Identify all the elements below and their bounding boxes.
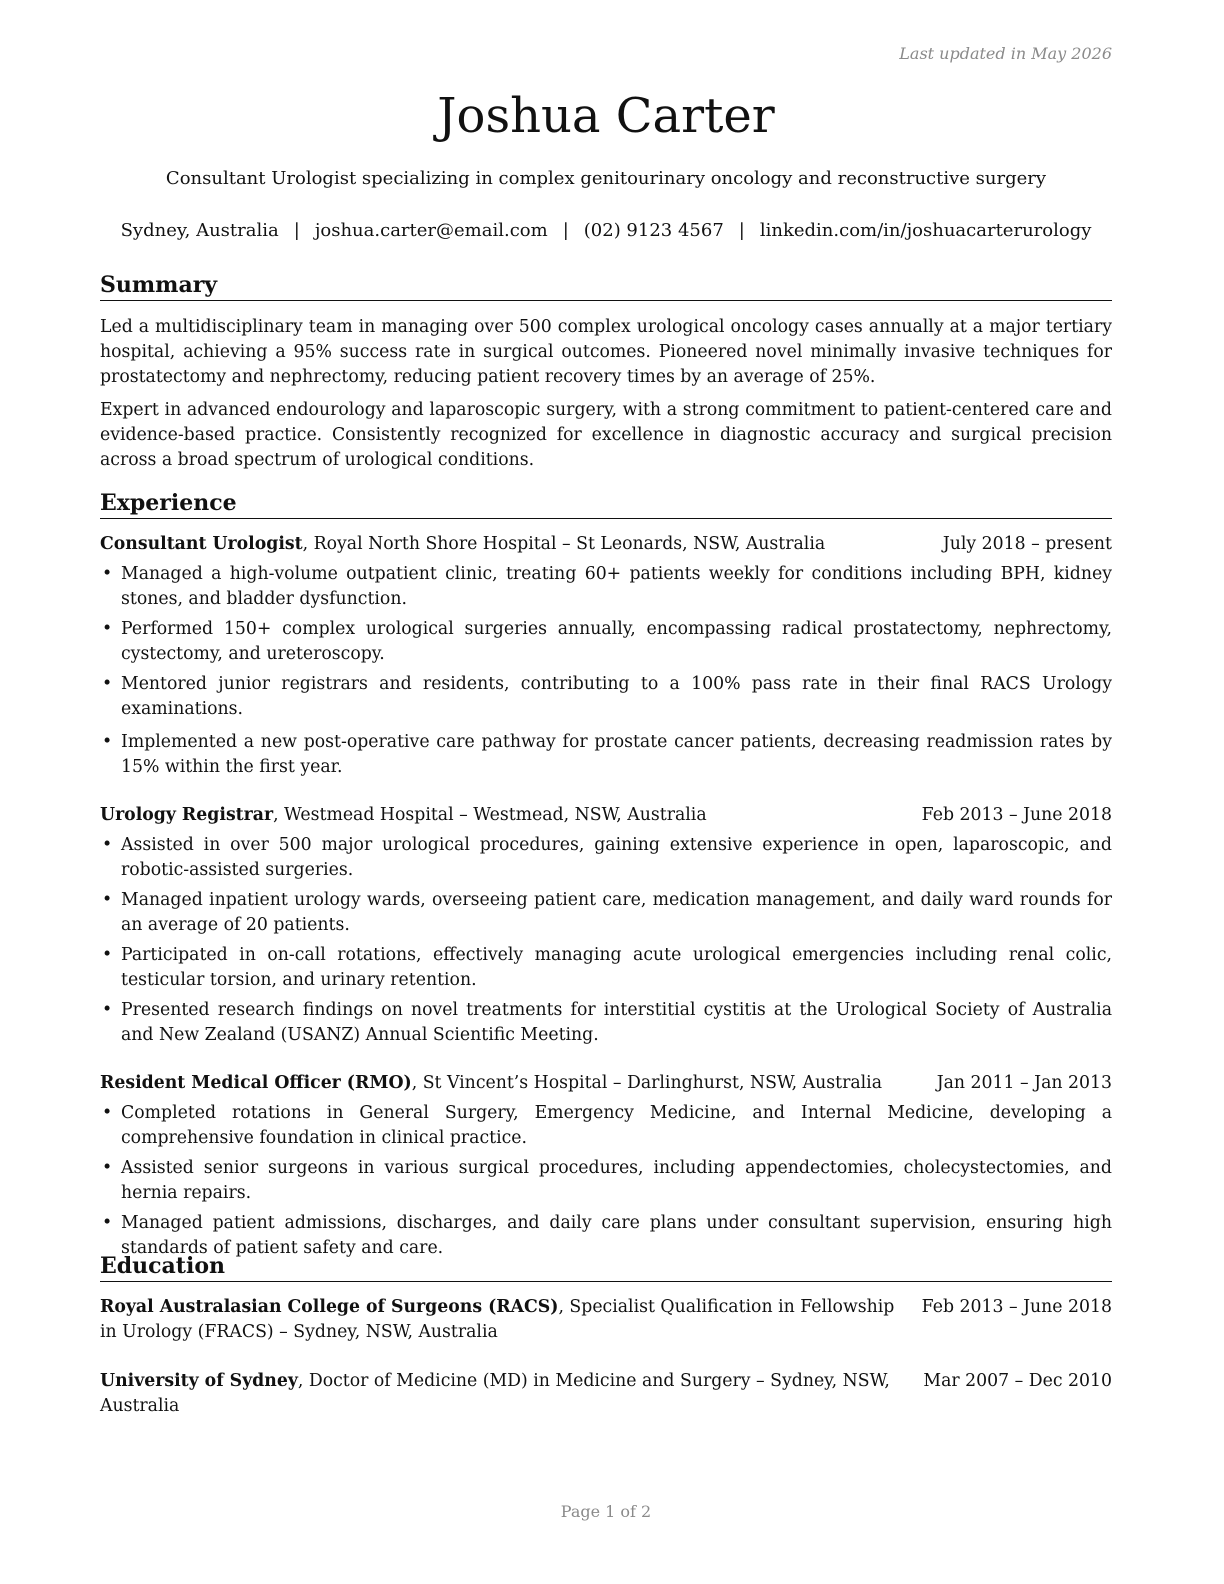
experience-heading: Experience: [100, 489, 1112, 519]
entry-header: [100, 1071, 1112, 1096]
entry-header: [100, 803, 1112, 828]
bullet-icon: •: [102, 1158, 113, 1178]
education-entry: [100, 1295, 1112, 1345]
contact-location: Sydney, Australia: [120, 220, 279, 241]
job-organization: , Royal North Shore Hospital – St Leonards, NSW, Australia: [302, 534, 826, 554]
list-item: • Mentored junior registrars and residents, contributing to a 100% pass rate in their final RACS Urology examinations.: [102, 674, 1112, 719]
experience-entry: [100, 803, 1112, 1048]
job-dates: Jan 2011 – Jan 2013: [936, 1073, 1112, 1093]
page-number: Page 1 of 2: [560, 1502, 652, 1521]
list-item: • Managed a high-volume outpatient clinic, treating 60+ patients weekly for conditions including BPH, kidney stones, and bladder dysfunction.: [102, 564, 1112, 609]
contact-separator: |: [562, 220, 569, 241]
contact-separator: |: [293, 220, 300, 241]
list-item: • Assisted senior surgeons in various surgical procedures, including appendectomies, cholecystectomies, and hernia repairs.: [102, 1158, 1112, 1203]
list-item: • Performed 150+ complex urological surgeries annually, encompassing radical prostatectomy, nephrectomy, cystectomy, and ureteroscopy.: [102, 619, 1112, 664]
job-dates: July 2018 – present: [942, 534, 1112, 554]
bullet-icon: •: [102, 835, 113, 855]
job-role: Urology Registrar: [100, 805, 274, 825]
bullet-icon: •: [102, 564, 113, 584]
summary-paragraph-2: Expert in advanced endourology and laparoscopic surgery, with a strong commitment to patient-centered care and evidence-based practice. Consistently recognized for excellence in diagnostic accuracy and surgical precision across a broad spectrum of urological conditions.: [100, 400, 1112, 470]
entry-header: [100, 1295, 1112, 1345]
list-item: • Assisted in over 500 major urological procedures, gaining extensive experience in open, laparoscopic, and robotic-assisted surgeries.: [102, 835, 1112, 880]
tagline: Consultant Urologist specializing in complex genitourinary oncology and reconstructive surgery: [165, 168, 1047, 189]
education-institution: Royal Australasian College of Surgeons (RACS): [100, 1297, 559, 1317]
candidate-name: Joshua Carter: [437, 88, 775, 144]
contact-line: [100, 219, 1112, 243]
education-dates: Feb 2013 – June 2018: [921, 1297, 1112, 1317]
list-item: • Managed patient admissions, discharges, and daily care plans under consultant supervision, ensuring high standards of patient safety and care.: [102, 1213, 1112, 1258]
experience-section: [100, 489, 1112, 1261]
education-institution: University of Sydney: [100, 1371, 298, 1391]
bullet-icon: •: [102, 619, 113, 639]
job-bullets: [100, 562, 1112, 780]
education-detail: , Specialist Qualification in Fellowship in Urology (FRACS) – Sydney, NSW, Australia: [100, 1297, 895, 1342]
job-organization: , St Vincent’s Hospital – Darlinghurst, NSW, Australia: [411, 1073, 882, 1093]
education-section: [100, 1252, 1112, 1419]
education-detail: , Doctor of Medicine (MD) in Medicine and Surgery – Sydney, NSW, Australia: [100, 1371, 890, 1416]
last-updated-note: Last updated in May 2026: [899, 44, 1112, 63]
bullet-icon: •: [102, 945, 113, 965]
summary-heading: Summary: [100, 271, 1112, 301]
bullet-icon: •: [102, 1000, 113, 1020]
job-bullets: [100, 1101, 1112, 1261]
entry-header: [100, 1369, 1112, 1419]
job-role: Resident Medical Officer (RMO): [100, 1073, 412, 1093]
list-item: • Managed inpatient urology wards, overseeing patient care, medication management, and daily ward rounds for an average of 20 patients.: [102, 890, 1112, 935]
education-dates: Mar 2007 – Dec 2010: [923, 1371, 1112, 1391]
bullet-icon: •: [102, 1103, 113, 1123]
list-item: • Implemented a new post-operative care pathway for prostate cancer patients, decreasing readmission rates by 15% within the first year.: [102, 732, 1112, 777]
contact-phone[interactable]: (02) 9123 4567: [583, 220, 724, 241]
job-dates: Feb 2013 – June 2018: [921, 805, 1112, 825]
bullet-icon: •: [102, 890, 113, 910]
list-item: • Presented research findings on novel treatments for interstitial cystitis at the Urological Society of Australia and New Zealand (USANZ) Annual Scientific Meeting.: [102, 1000, 1112, 1045]
list-item: • Participated in on-call rotations, effectively managing acute urological emergencies including renal colic, testicular torsion, and urinary retention.: [102, 945, 1112, 990]
experience-entry: [100, 532, 1112, 780]
bullet-icon: •: [102, 1213, 113, 1233]
job-role: Consultant Urologist: [100, 534, 303, 554]
education-heading: Education: [100, 1252, 1112, 1282]
contact-email[interactable]: joshua.carter@email.com: [314, 220, 548, 241]
contact-linkedin[interactable]: linkedin.com/in/joshuacarterurology: [759, 220, 1092, 241]
summary-section: [100, 271, 1112, 473]
job-organization: , Westmead Hospital – Westmead, NSW, Australia: [273, 805, 707, 825]
education-entry: [100, 1369, 1112, 1419]
list-item: • Completed rotations in General Surgery, Emergency Medicine, and Internal Medicine, developing a comprehensive foundation in clinical practice.: [102, 1103, 1112, 1148]
entry-header: [100, 532, 1112, 557]
contact-separator: |: [738, 220, 745, 241]
experience-entry: [100, 1071, 1112, 1261]
bullet-icon: •: [102, 674, 113, 694]
job-bullets: [100, 833, 1112, 1048]
summary-paragraph-1: Led a multidisciplinary team in managing over 500 complex urological oncology cases annually at a major tertiary hospital, achieving a 95% success rate in surgical outcomes. Pioneered novel minimally invasive techniques for prostatectomy and nephrectomy, reducing patient recovery times by an average of 25%.: [100, 317, 1112, 387]
resume-page: [100, 0, 1112, 1584]
bullet-icon: •: [102, 732, 113, 752]
